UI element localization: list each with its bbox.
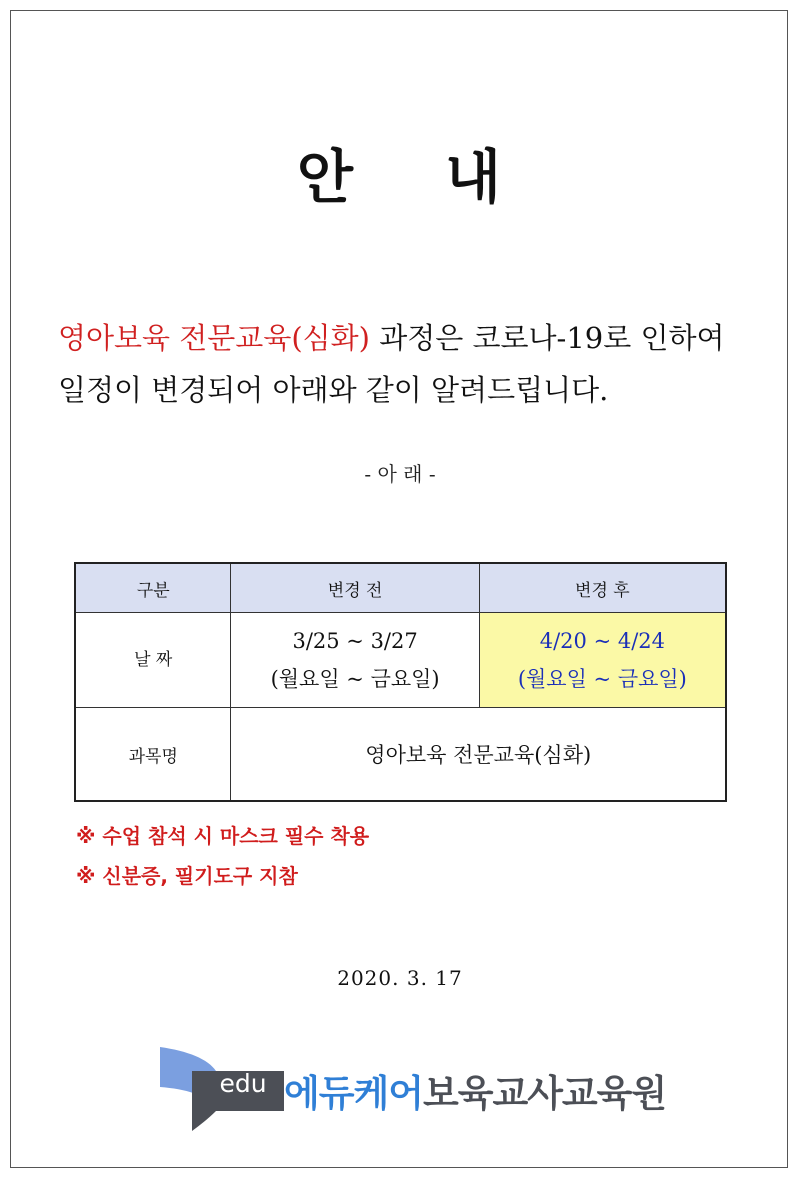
date-after-cell [479,613,726,708]
course-name-highlight: 영아보육 전문교육(심화) [58,321,370,355]
title-part-2: 내 [445,143,504,211]
header-category: 구분 [75,563,231,613]
table-row-subject [75,708,726,802]
schedule-table [74,562,727,802]
subject-row-label: 과목명 [75,708,231,802]
notice-list [76,816,369,896]
table-row-date [75,613,726,708]
logo-org-name-blue: 에듀케어 [284,1072,423,1115]
notice-item: ※ 수업 참석 시 마스크 필수 착용 [76,824,370,848]
page-title [0,130,800,214]
date-before-days: (월요일 ~ 금요일) [270,667,440,691]
intro-paragraph [58,312,788,416]
notice-item: ※ 신분증, 필기도구 지참 [76,864,298,888]
date-before-range: 3/25 ~ 3/27 [292,629,418,653]
header-before: 변경 전 [231,563,479,613]
header-after: 변경 후 [479,563,726,613]
section-heading: - 아 래 - [364,462,436,486]
title-part-1: 안 [296,143,355,211]
date-after-days: (월요일 ~ 금요일) [517,667,687,691]
intro-line-2: 일정이 변경되어 아래와 같이 알려드립니다. [58,373,609,407]
logo-org-name [284,1063,666,1117]
organization-logo [158,1045,667,1135]
intro-line-1 [58,312,788,364]
intro-line-1-rest: 과정은 코로나-19로 인하여 [370,321,725,355]
issue-date: 2020. 3. 17 [337,966,463,990]
logo-edu-text: edu [219,1069,267,1098]
logo-org-name-gray: 보육교사교육원 [422,1072,667,1115]
subject-value: 영아보육 전문교육(심화) [231,708,726,802]
table-header-row [75,563,726,613]
date-row-label: 날 짜 [75,613,231,708]
date-after-range: 4/20 ~ 4/24 [539,629,665,653]
date-before-cell [231,613,479,708]
